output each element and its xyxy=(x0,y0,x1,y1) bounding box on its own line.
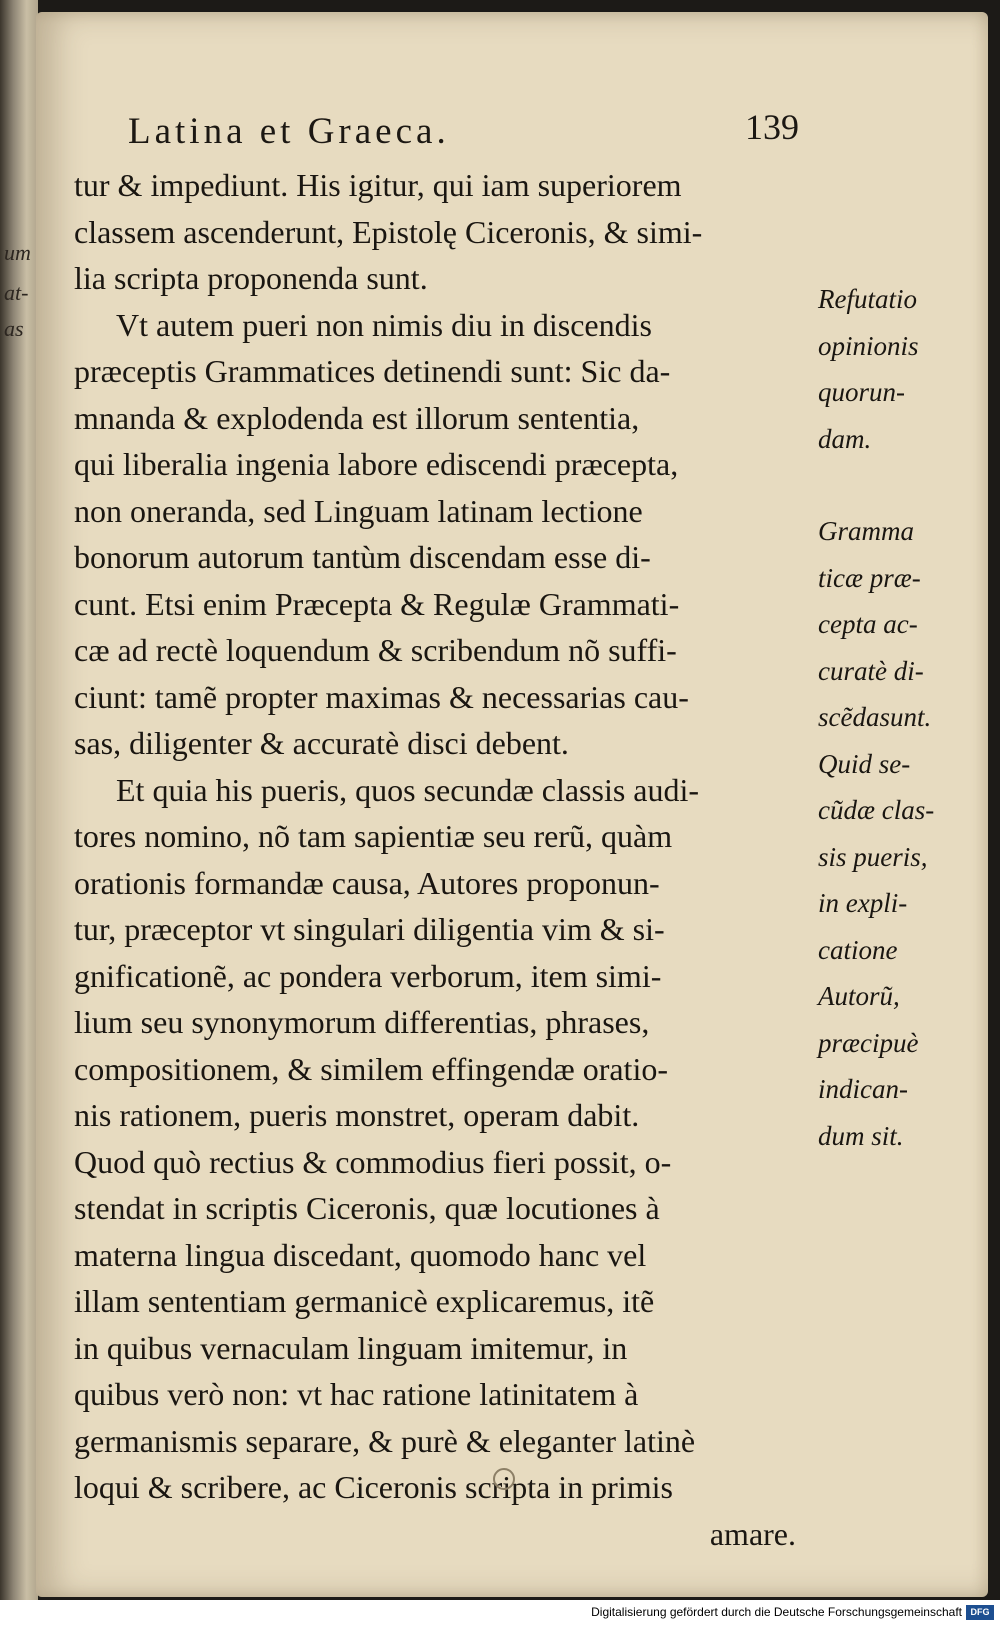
text-line: sas, diligenter & accuratè disci debent. xyxy=(74,725,569,761)
margin-notes xyxy=(818,276,988,1237)
previous-page-edge xyxy=(0,0,38,1600)
text-line: tur, præceptor vt singulari diligentia vim & si- xyxy=(74,911,665,947)
text-line: qui liberalia ingenia labore ediscendi præcepta, xyxy=(74,446,679,482)
funding-credit: Digitalisierung gefördert durch die Deutsche Forschungsgemeinschaft xyxy=(591,1605,962,1619)
margin-note-line: præcipuè xyxy=(818,1027,919,1058)
previous-page-fragment: at- xyxy=(4,280,29,305)
text-line: mnanda & explodenda est illorum sententia, xyxy=(74,399,640,436)
margin-note-line: catione xyxy=(818,934,898,965)
margin-note-line: Gramma xyxy=(818,516,915,546)
text-line: cunt. Etsi enim Præcepta & Regulæ Grammati- xyxy=(74,585,680,622)
text-line: lia scripta proponenda sunt. xyxy=(74,260,428,296)
text-line: gnificationẽ, ac pondera verborum, item simi- xyxy=(74,957,662,994)
margin-note-line: scẽdasunt. xyxy=(818,702,932,732)
running-head: Latina et Graeca. xyxy=(128,111,450,152)
text-line: amare. xyxy=(709,1515,796,1552)
dfg-logo-icon: DFG xyxy=(966,1605,994,1620)
text-line: compositionem, & similem effingendæ oratio- xyxy=(74,1050,668,1087)
margin-note-line: dum sit. xyxy=(818,1120,904,1151)
page-ornament-icon xyxy=(493,1468,515,1490)
margin-note xyxy=(818,508,988,741)
margin-note-line: dam. xyxy=(818,423,872,454)
footer-bar xyxy=(0,1600,1000,1627)
margin-note-line: indican- xyxy=(818,1074,908,1104)
margin-note-line: cũdæ clas- xyxy=(818,795,935,825)
text-line: quibus verò non: vt hac ratione latinitatem à xyxy=(74,1376,639,1412)
text-line: materna lingua discedant, quomodo hanc vel xyxy=(74,1236,647,1273)
text-line: classem ascenderunt, Epistolę Ciceronis, & simi- xyxy=(74,213,703,250)
text-line: Vt autem pueri non nimis diu in discendis xyxy=(116,306,652,343)
margin-note-line: Quid se- xyxy=(818,748,911,779)
margin-note-line: curatè di- xyxy=(818,655,924,686)
margin-note-line: quorun- xyxy=(818,377,905,407)
margin-note xyxy=(818,741,988,1160)
margin-note-line: Autorũ, xyxy=(818,981,900,1011)
text-line: germanismis separare, & purè & eleganter latinè xyxy=(74,1422,696,1459)
margin-note-line: cepta ac- xyxy=(818,609,918,639)
margin-note-line: in expli- xyxy=(818,888,908,918)
margin-note-line: opinionis xyxy=(818,330,919,361)
text-line: in quibus vernaculam linguam imitemur, in xyxy=(74,1329,628,1366)
text-line: Et quia his pueris, quos secundæ classis audi- xyxy=(116,771,700,808)
text-line: illam sententiam germanicè explicaremus, itẽ xyxy=(74,1283,655,1319)
text-line: cæ ad rectè loquendum & scribendum nõ suffi- xyxy=(74,632,677,668)
text-line: orationis formandæ causa, Autores proponun- xyxy=(74,864,660,901)
text-line: non oneranda, sed Linguam latinam lectione xyxy=(74,492,643,529)
previous-page-fragment: as xyxy=(4,316,24,341)
previous-page-fragment: um xyxy=(4,240,31,265)
body-text xyxy=(74,162,814,1557)
text-line: Quod quò rectius & commodius fieri possit, o- xyxy=(74,1143,672,1180)
margin-note-line: sis pueris, xyxy=(818,841,928,872)
text-line: bonorum autorum tantùm discendam esse di- xyxy=(74,539,651,575)
text-line: nis rationem, pueris monstret, operam dabit. xyxy=(74,1097,640,1133)
text-line: tur & impediunt. His igitur, qui iam superiorem xyxy=(74,167,682,203)
margin-note xyxy=(818,276,988,462)
text-line: tores nomino, nõ tam sapientiæ seu rerũ, quàm xyxy=(74,818,673,854)
margin-note-line: Refutatio xyxy=(818,284,917,314)
text-line: loqui & scribere, ac Ciceronis scripta in primis xyxy=(74,1469,673,1505)
text-line: ciunt: tamẽ propter maximas & necessarias cau- xyxy=(74,678,689,715)
text-line: præceptis Grammatices detinendi sunt: Sic da- xyxy=(74,353,671,389)
text-line: lium seu synonymorum differentias, phrases, xyxy=(74,1004,650,1040)
margin-note-line: ticæ præ- xyxy=(818,562,921,593)
page-number: 139 xyxy=(745,107,799,147)
text-line: stendat in scriptis Ciceronis, quæ locutiones à xyxy=(74,1190,660,1226)
